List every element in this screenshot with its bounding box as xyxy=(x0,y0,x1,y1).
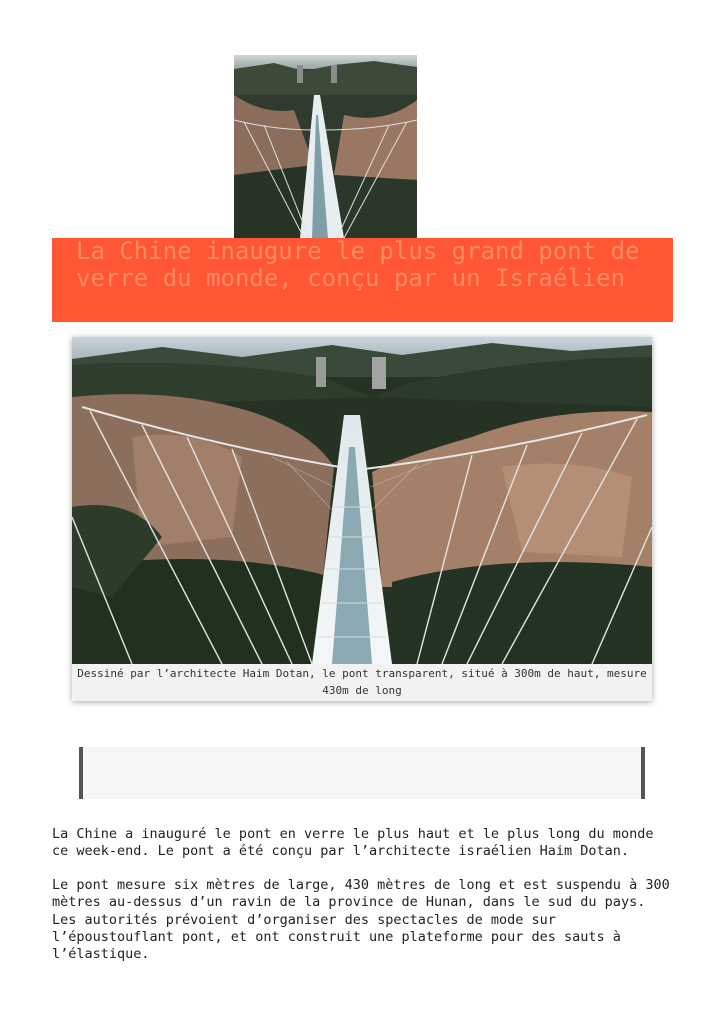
bridge-photo-illustration xyxy=(72,337,652,664)
page-title: La Chine inaugure le plus grand pont de verre du monde, conçu par un Israélien xyxy=(76,237,640,292)
title-banner xyxy=(52,238,673,322)
bridge-photo xyxy=(72,337,652,664)
bridge-thumbnail-illustration xyxy=(234,55,417,238)
embed-placeholder-box xyxy=(79,747,645,799)
thumbnail-image xyxy=(234,55,417,238)
main-figure xyxy=(72,337,652,701)
article-paragraph: Le pont mesure six mètres de large, 430 mètres de long et est suspendu à 300 mètres au-dessus d’un ravin de la province de Hunan, dans le sud du pays. Les autorités prévoient d’organiser des spectacles de mode sur l’époustouflant pont, et ont construit une plateforme pour des sauts à l’élastique. xyxy=(52,876,670,963)
article-body xyxy=(52,826,677,980)
figure-caption: Dessiné par l’architecte Haim Dotan, le pont transparent, situé à 300m de haut, mesure 430m de long xyxy=(77,667,647,697)
article-paragraph: La Chine a inauguré le pont en verre le plus haut et le plus long du monde ce week-end. Le pont a été conçu par l’architecte israélien Haim Dotan. xyxy=(52,826,654,860)
